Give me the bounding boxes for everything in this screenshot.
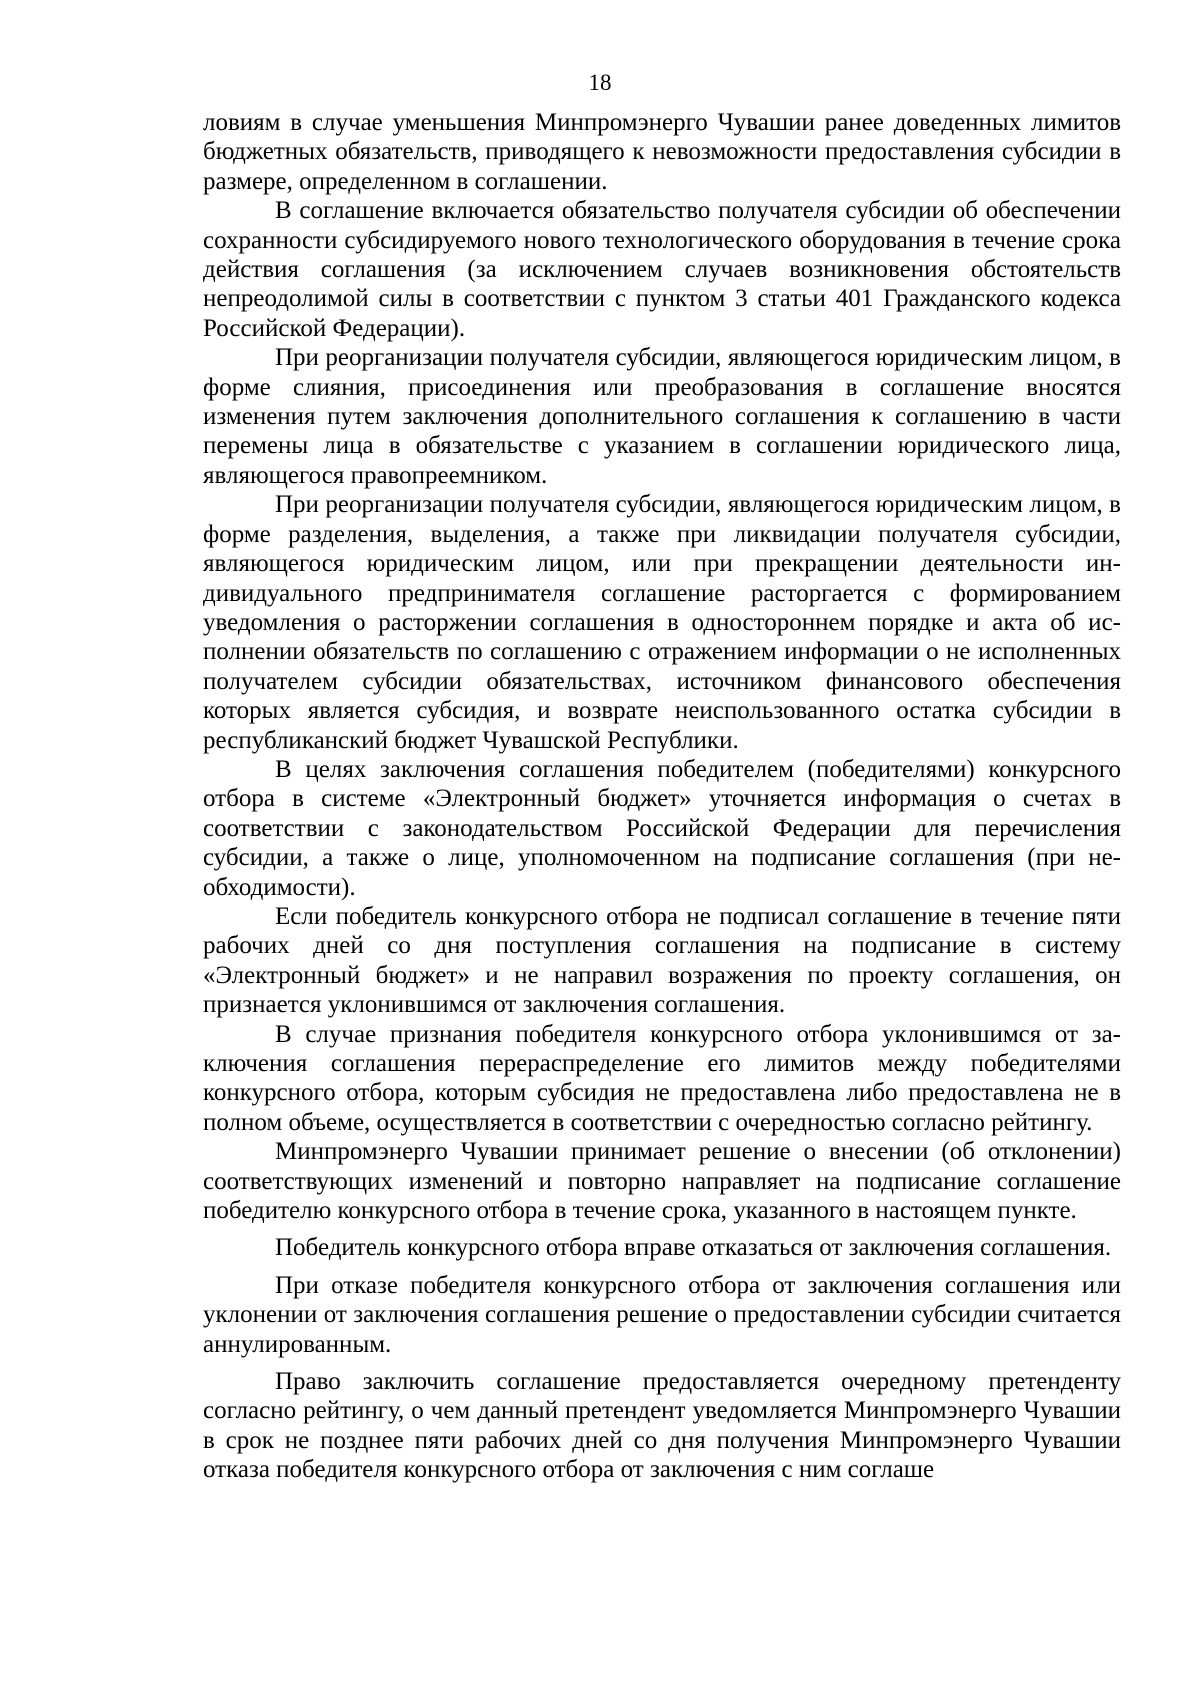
paragraph-2: В соглашение включается обязательство получателя субсидии об обеспечении сохранности субсидируемого нового технологического оборудования в течение срока действия соглашения (за исключением случаев возникновения обстоятельств непреодолимой силы в соответствии с пунктом 3 статьи 401 Гражданского кодекса Российской Федерации). — [203, 197, 1121, 342]
paragraph-6: Если победитель конкурсного отбора не подписал соглашение в течение пяти рабочих дней со дня поступления соглашения на подписание в систему «Электронный бюджет» и не направил возражения по проекту соглашения, он признается уклонившимся от заключения соглашения. — [203, 902, 1121, 1019]
paragraph-3: При реорганизации получателя субсидии, являющегося юридическим лицом, в форме слияния, присоединения или преобразования в соглашение вносятся изменения путем заключения дополнительного соглашения к соглашению в части перемены лица в обязательстве с указанием в соглашении юридического лица, являющегося правопреемником. — [203, 344, 1121, 489]
paragraph-11: Право заключить соглашение предоставляется очередному претенденту согласно рейтингу, о чем данный претендент уведомляется Минпромэнерго Чувашии в срок не позднее пяти рабочих дней со дня получения Минпромэнерго Чувашии отказа победителя конкурсного отбора от заключения с ним соглаше — [203, 1368, 1121, 1484]
paragraph-7: В случае признания победителя конкурсного отбора уклонившимся от заключения соглашения перераспределение его лимитов между победителями конкурсного отбора, которым субсидия не предоставлена либо предоставлена не в полном объеме, осуществляется в соответствии с очередностью согласно рейтингу. — [203, 1020, 1121, 1136]
paragraph-8: Минпромэнерго Чувашии принимает решение о внесении (об отклонении) соответствующих изменений и повторно направляет на подписание соглашение победителю конкурсного отбора в течение срока, указанного в настоящем пункте. — [203, 1138, 1121, 1225]
document-text — [203, 108, 1121, 1485]
paragraph-9: Победитель конкурсного отбора вправе отказаться от заключения соглашения. — [275, 1234, 1112, 1262]
paragraph-1: ловиям в случае уменьшения Минпромэнерго Чувашии ранее доведенных лимитов бюджетных обязательств, приводящего к невозможности предоставления субсидии в размере, определенном в соглашении. — [203, 109, 1121, 195]
paragraph-4: При реорганизации получателя субсидии, являющегося юридическим лицом, в форме разделения, выделения, а также при ликвидации получателя субсидии, являющегося юридическим лицом, или при прекращении деятельности индивидуального предпринимателя соглашение расторгается с формированием уведомления о расторжении соглашения в одностороннем порядке и акта об исполнении обязательств по соглашению с отражением информации о не исполненных получателем субсидии обязательствах, источником финансового обеспечения которых является субсидия, и возврате неиспользованного остатка субсидии в республиканский бюджет Чувашской Республики. — [203, 491, 1121, 754]
paragraph-5: В целях заключения соглашения победителем (победителями) конкурсного отбора в системе «Электронный бюджет» уточняется информация о счетах в соответствии с законодательством Российской Федерации для перечисления субсидии, а также о лице, уполномоченном на подписание соглашения (при необходимости). — [203, 755, 1121, 901]
paragraph-10: При отказе победителя конкурсного отбора от заключения соглашения или уклонении от заключения соглашения решение о предоставлении субсидии считается аннулированным. — [203, 1271, 1121, 1358]
page-number: 18 — [588, 70, 612, 95]
